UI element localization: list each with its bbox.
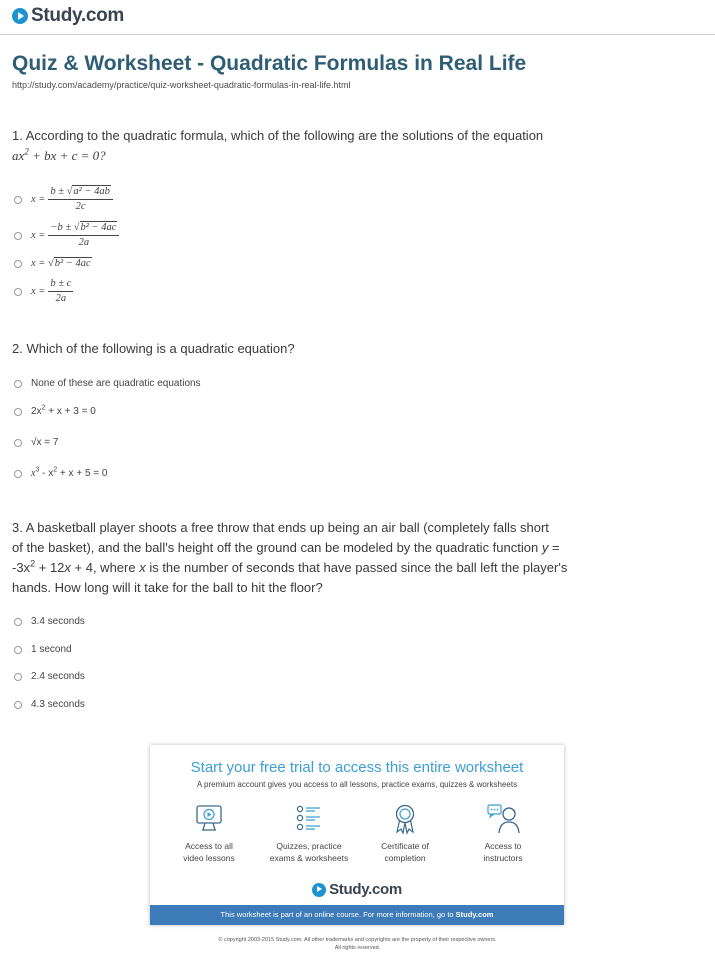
radio-button[interactable] [14,232,22,240]
video-lesson-icon [194,803,224,835]
q3-option-1[interactable]: 3.4 seconds [14,616,85,627]
radio-button[interactable] [14,196,22,204]
logo-text: Study.com [31,5,125,26]
radio-button[interactable] [14,470,22,478]
page-title: Quiz & Worksheet - Quadratic Formulas in Real Life [12,52,527,75]
study-link[interactable]: Study.com [455,910,494,919]
quiz-list-icon [294,803,324,835]
question-1 [12,126,602,166]
q3-option-4[interactable]: 4.3 seconds [14,699,85,710]
header-divider [0,34,715,35]
question-1-text: 1. According to the quadratic formula, which of the following are the solutions of the equation [12,128,544,143]
question-3: 3. A basketball player shoots a free throw that ends up being an air ball (completely falls short of the basket), and the ball's height off the ground can be modeled by the quadratic function y = $-3x^2 + 12x + 4$, where x is the number of seconds that have passed since the ball left the player's hands. How long will it take for the ball to hit the floor? [12,520,568,595]
q1-option-4[interactable]: x = $\frac{b \pm c}{2a}$ [14,278,73,305]
q2-option-4[interactable]: $x^3 - x^2 + x + 5 = 0$ [14,468,107,479]
promo-study-logo[interactable]: Study.com [150,881,564,898]
feature-instructors: Access to instructors [453,803,553,864]
q2-option-3[interactable]: √x = 7 [14,437,58,448]
q3-option-2[interactable]: 1 second [14,644,72,655]
radio-button[interactable] [14,646,22,654]
copyright-footer: © copyright 2003-2015 Study.com. All other trademarks and copyrights are the property of their respective owners. All rights reserved. [218,937,497,951]
radio-button[interactable] [14,673,22,681]
promo-title[interactable]: Start your free trial to access this entire worksheet [190,759,524,776]
play-circle-icon [312,883,326,897]
feature-certificate: Certificate of completion [355,803,455,864]
q3-option-3[interactable]: 2.4 seconds [14,671,85,682]
q1-option-1[interactable]: x = $\frac{\text{b ± √a² − 4ab}}{2c}$ [14,186,113,213]
free-trial-promo[interactable] [150,745,564,925]
instructor-icon [486,803,520,835]
question-1-equation: $ax^2$ + bx + c = 0? [12,146,106,163]
study-logo[interactable] [12,5,124,27]
radio-button[interactable] [14,288,22,296]
page-url: http://study.com/academy/practice/quiz-worksheet-quadratic-formulas-in-real-life.html [12,80,351,90]
radio-button[interactable] [14,701,22,709]
radio-button[interactable] [14,260,22,268]
q2-option-2[interactable]: $2x^2 + x + 3 = 0$ [14,406,96,417]
promo-subtitle: A premium account gives you access to all lessons, practice exams, quizzes & worksheets [196,780,518,789]
feature-video-lessons: Access to all video lessons [159,803,259,864]
play-circle-icon [12,8,28,24]
radio-button[interactable] [14,618,22,626]
q2-option-1[interactable]: None of these are quadratic equations [14,378,201,389]
q1-option-2[interactable]: x = $\frac{\text{−b ± √b² − 4ac}}{2a}$ [14,222,119,249]
feature-quizzes: Quizzes, practice exams & worksheets [259,803,359,864]
certificate-icon [390,803,420,835]
radio-button[interactable] [14,380,22,388]
q1-option-3[interactable]: x = √b² − 4ac [14,258,92,269]
radio-button[interactable] [14,439,22,447]
course-info-bar: This worksheet is part of an online course. For more information, go to Study.com [150,905,564,925]
question-2: 2. Which of the following is a quadratic equation? [12,341,295,356]
radio-button[interactable] [14,408,22,416]
